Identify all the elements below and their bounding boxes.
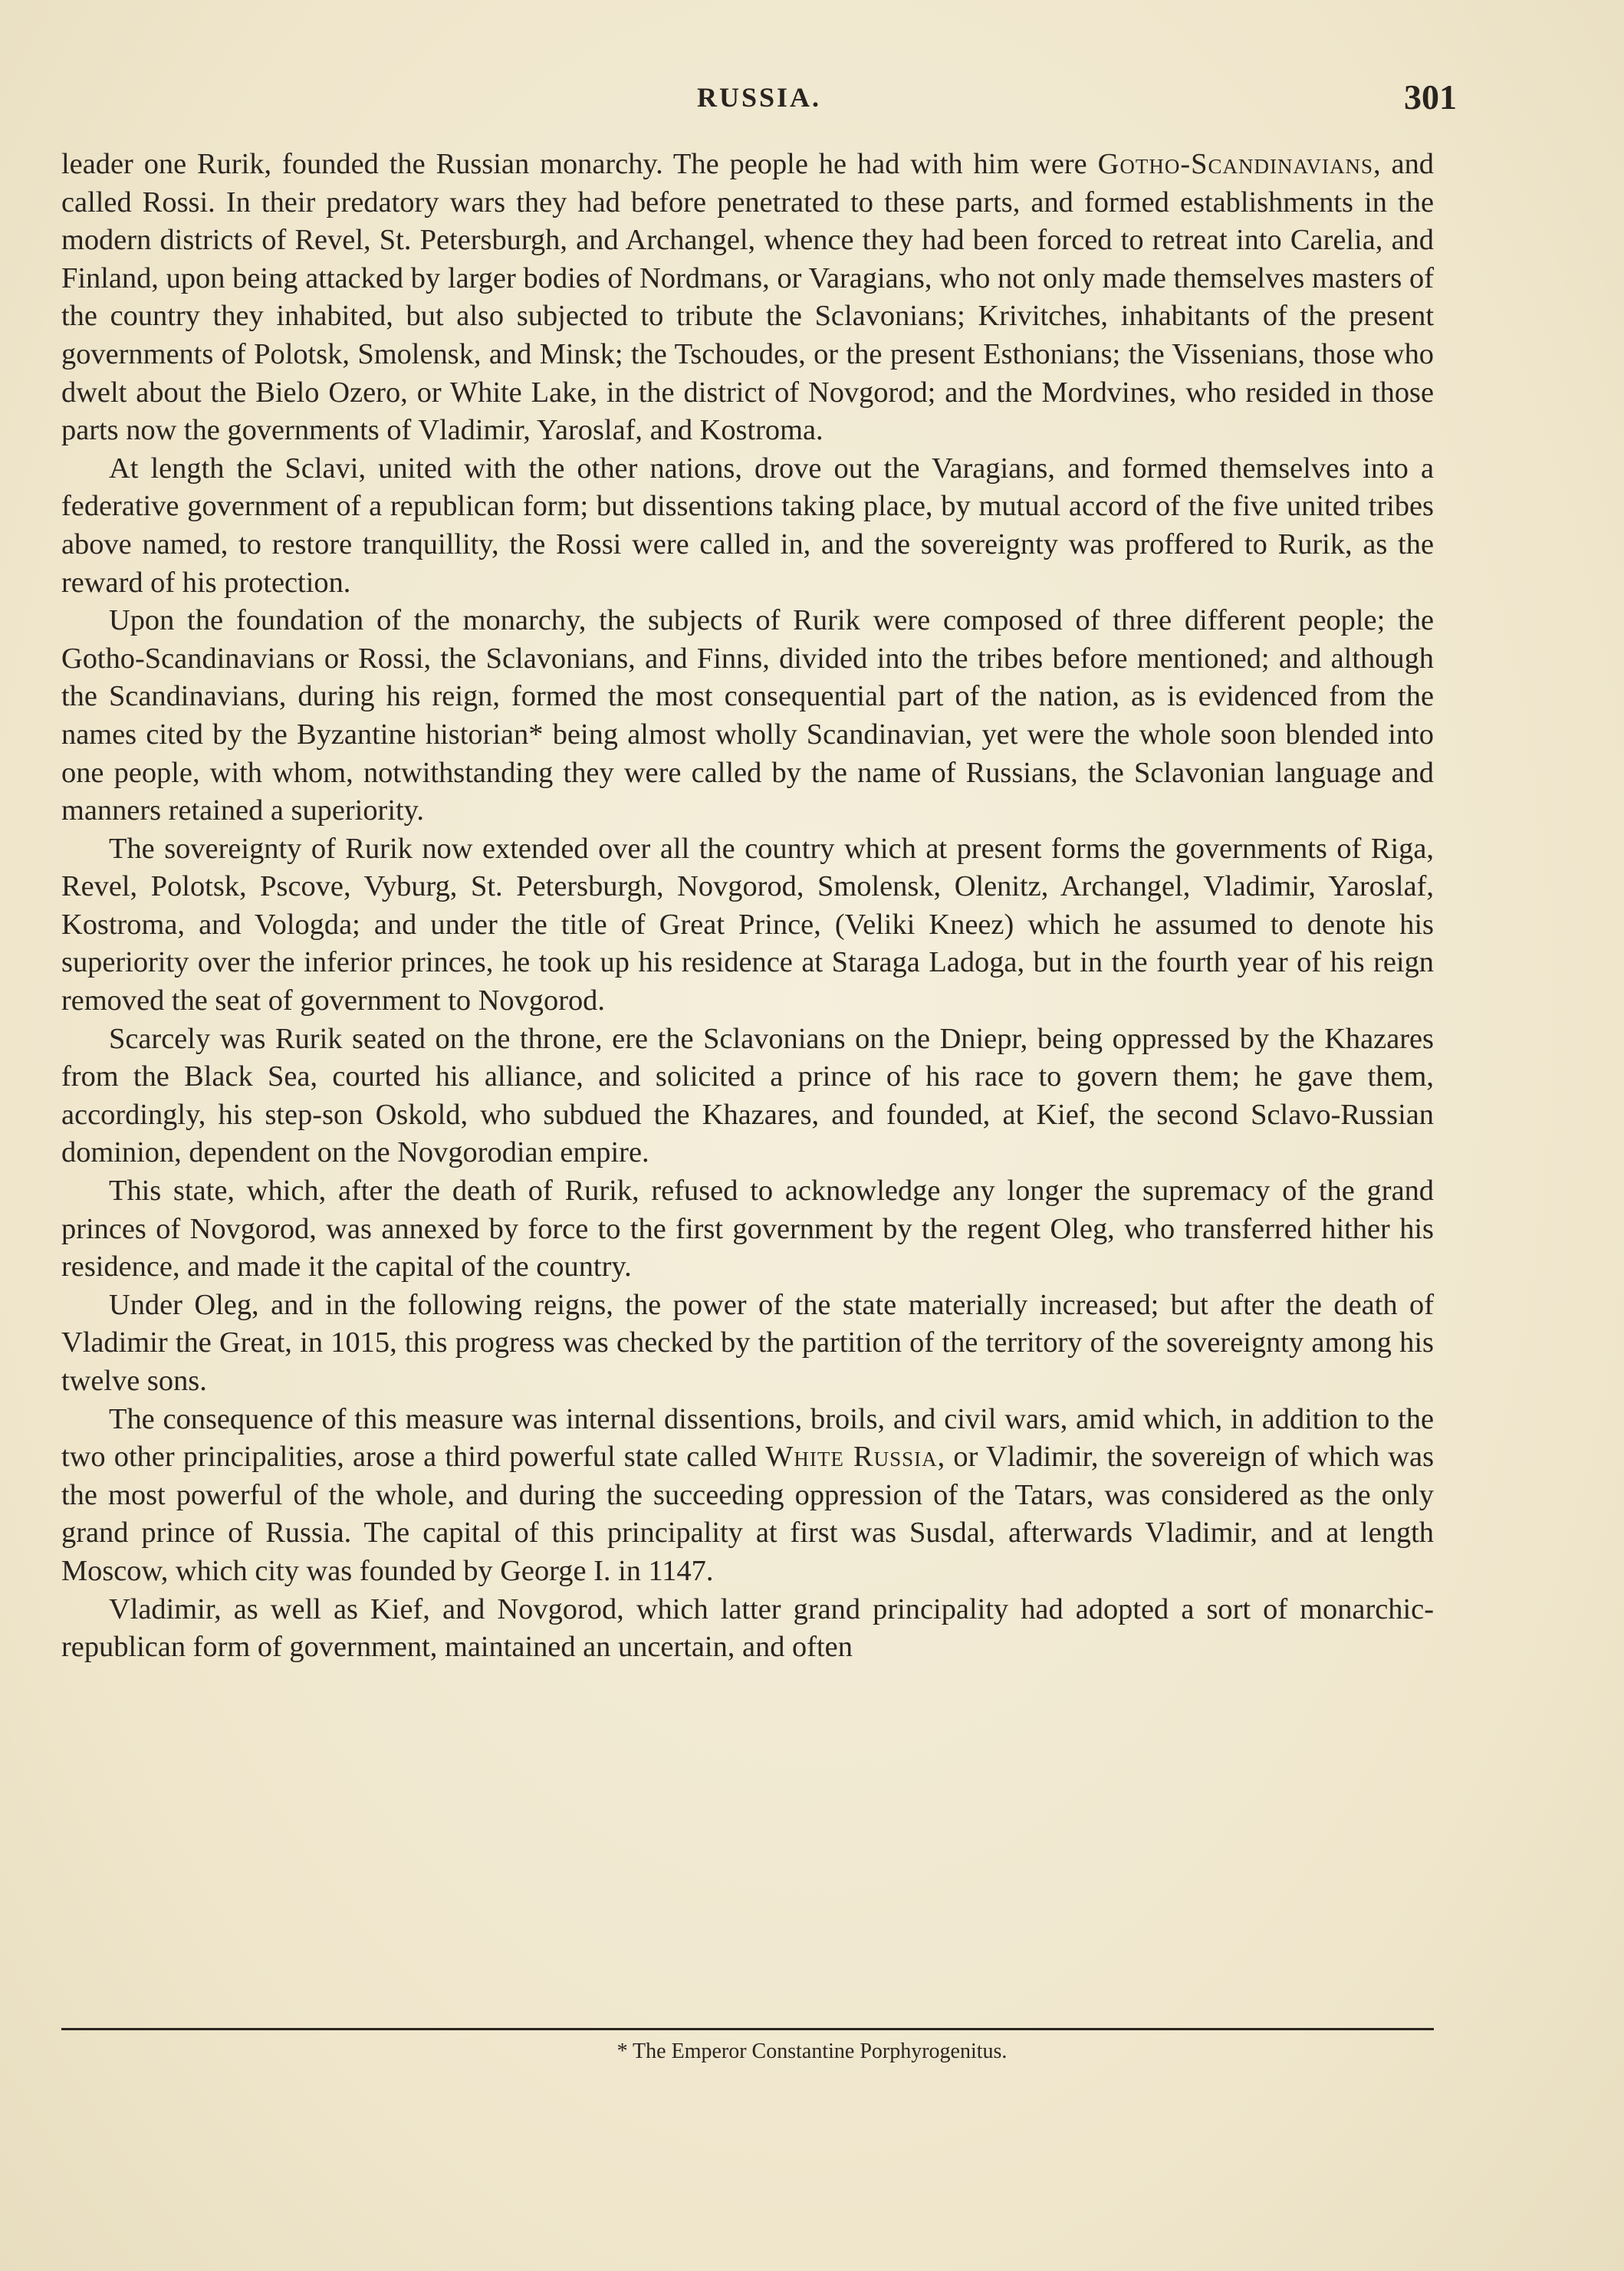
running-title: RUSSIA.: [696, 82, 822, 113]
footnote-rule: [61, 2028, 1434, 2030]
paragraph-text: At length the Sclavi, united with the other nations, drove out the Varagians, and formed themselves into a federative government of a republican form; but dissentions taking place, by mutual accord of the five united tribes above named, to restore tranquillity, the Rossi were called in, and the sovereignty was proffered to Rurik, as the reward of his protection.: [61, 452, 1434, 599]
paragraph: [61, 830, 1434, 1020]
paragraph: [61, 450, 1434, 602]
paragraph-text: Scarcely was Rurik seated on the throne, ere the Sclavonians on the Dniepr, being oppressed by the Khazares from the Black Sea, courted his alliance, and solicited a prince of his race to govern them; he gave them, accordingly, his step-son Oskold, who subdued the Khazares, and founded, at Kief, the second Sclavo-Russian dominion, dependent on the Novgorodian empire.: [61, 1022, 1434, 1169]
paragraph-text: Vladimir, as well as Kief, and Novgorod, which latter grand principality had adopted a sort of monarchic-republican form of government, maintained an uncertain, and often: [61, 1592, 1434, 1664]
paragraph-text: Under Oleg, and in the following reigns, the power of the state materially increased; but after the death of Vladimir the Great, in 1015, this progress was checked by the partition of the territory of the sovereignty among his twelve sons.: [61, 1288, 1434, 1397]
page-number: 301: [1404, 77, 1457, 117]
paragraph: [61, 146, 1434, 450]
paragraph-text: , and called Rossi. In their predatory wars they had before penetrated to these parts, and formed establishments in the modern districts of Revel, St. Petersburgh, and Archangel, whence they had been forced to retreat into Carelia, and Finland, upon being attacked by larger bodies of Nordmans, or Varagians, who not only made themselves masters of the country they inhabited, but also subjected to tribute the Sclavonians; Krivitches, inhabitants of the present governments of Polotsk, Smolensk, and Minsk; the Tschoudes, or the present Esthonians; the Vissenians, those who dwelt about the Bielo Ozero, or White Lake, in the district of Novgorod; and the Mordvines, who resided in those parts now the governments of Vladimir, Yaroslaf, and Kostroma.: [61, 148, 1434, 447]
paragraph-text: The sovereignty of Rurik now extended over all the country which at present forms the governments of Riga, Revel, Polotsk, Pscove, Vyburg, St. Petersburgh, Novgorod, Smolensk, Olenitz, Archangel, Vladimir, Yaroslaf, Kostroma, and Vologda; and under the title of Great Prince, (Veliki Kneez) which he assumed to denote his superiority over the inferior princes, he took up his residence at Staraga Ladoga, but in the fourth year of his reign removed the seat of government to Novgorod.: [61, 832, 1434, 1017]
paragraph-text: The consequence of this measure was internal dissentions, broils, and civil wars, amid which, in addition to the two other principalities, arose a third powerful state called: [61, 1402, 1434, 1474]
paragraph-text: This state, which, after the death of Rurik, refused to acknowledge any longer the supremacy of the grand princes of Novgorod, was annexed by force to the first government by the regent Oleg, who transferred hither his residence, and made it the capital of the country.: [61, 1175, 1434, 1283]
paragraph: [61, 1020, 1434, 1172]
small-caps-text: Gotho-Scandinavians: [1097, 148, 1374, 180]
paragraph-text: , or Vladimir, the sovereign of which was the most powerful of the whole, and during the succeeding oppression of the Tatars, was considered as the only grand prince of Russia. The capital of this principality at first was Susdal, afterwards Vladimir, and at length Moscow, which city was founded by George I. in 1147.: [61, 1441, 1435, 1587]
paragraph: [61, 1172, 1434, 1287]
paragraph: [61, 1591, 1434, 1667]
paragraph-text: leader one Rurik, founded the Russian monarchy. The people he had with him were: [61, 148, 1098, 180]
paragraph: [61, 1401, 1434, 1591]
body-text: [61, 146, 1434, 1667]
paragraph: [61, 602, 1434, 830]
footnote: * The Emperor Constantine Porphyrogenitus.: [616, 2039, 1008, 2063]
page-header: [61, 77, 1457, 123]
small-caps-text: White Russia: [765, 1441, 938, 1474]
paragraph-text: Upon the foundation of the monarchy, the subjects of Rurik were composed of three different people; the Gotho-Scandinavians or Rossi, the Sclavonians, and Finns, divided into the tribes before mentioned; and although the Scandinavians, during his reign, formed the most consequential part of the nation, as is evidenced from the names cited by the Byzantine historian* being almost wholly Scandinavian, yet were the whole soon blended into one people, with whom, notwithstanding they were called by the name of Russians, the Sclavonian language and manners retained a superiority.: [61, 604, 1434, 827]
paragraph: [61, 1287, 1434, 1401]
